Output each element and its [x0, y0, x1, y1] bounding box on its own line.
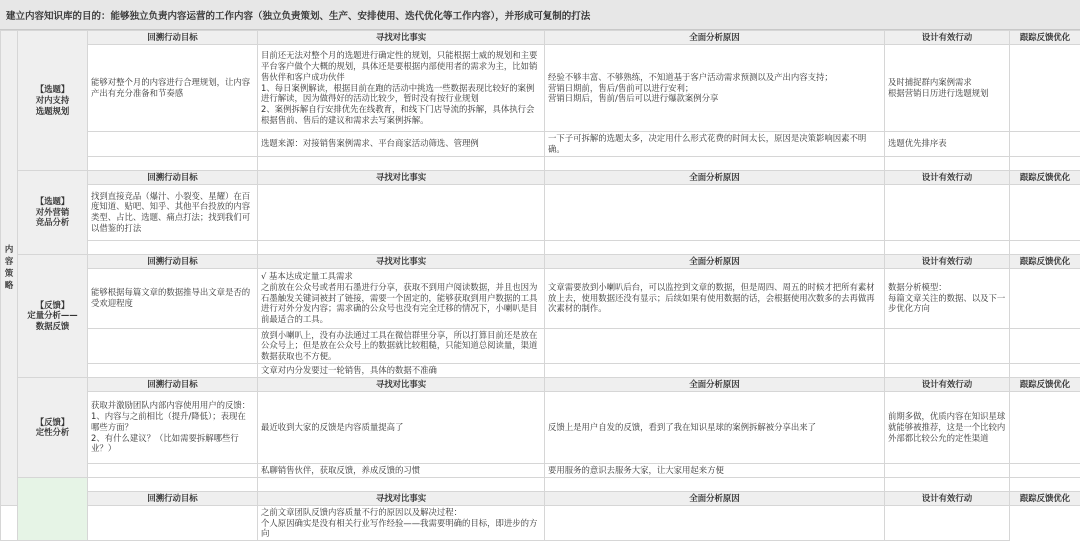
empty-cell [545, 477, 885, 491]
column-header: 寻找对比事实 [258, 31, 545, 45]
empty-cell [88, 240, 258, 254]
facts-cell: 选题来源：对接销售案例需求、平台商家活动筛选、管理例 [258, 132, 545, 157]
goal-cell: 能够根据每篇文章的数据推导出文章是否的受欢迎程度 [88, 268, 258, 328]
category-cell [18, 31, 88, 171]
domain-label-char: 略 [4, 279, 14, 290]
category-cell [18, 254, 88, 377]
facts-cell: 目前还无法对整个月的选题进行确定性的规划，只能根据士威的规划和主要平台客户做个大概的规划，具体还是要根据内部使用者的需求为主，比如销售伙伴和客户成功伙伴 1、每日案例解读，根据目前在跑的活动中挑选一些数据表现比较好的案例进行解读，因为做得好的活动比较少，暂时没有按行业规划 2、案例拆解自行安排优先在线教育，和线下门店导流的拆解，具体执行会根据售前、售后的建议和需求去写案例拆解。 [258, 45, 545, 132]
spacer-row [1, 477, 1080, 491]
table-row [1, 156, 1080, 170]
action-cell: 及时捕捉群内案例需求 根据营销日历进行选题规划 [885, 45, 1010, 132]
feedback-cell [1010, 132, 1080, 157]
category-label: 【选题】 对外营销 竞品分析 [35, 195, 70, 228]
table-row [1, 240, 1080, 254]
table-row [1, 328, 1080, 363]
empty-cell [88, 463, 258, 477]
empty-cell [885, 477, 1010, 491]
action-cell [885, 184, 1010, 240]
empty-cell [545, 156, 885, 170]
column-header: 设计有效行动 [885, 31, 1010, 45]
action-cell [885, 328, 1010, 363]
action-cell: 前期多做，优质内容在知识星球就能够被推荐，这是一个比较内外部都比较公允的定性渠道 [885, 391, 1010, 463]
column-header: 跟踪反馈优化 [1010, 31, 1080, 45]
knowledge-base-table-wrap [0, 30, 1080, 546]
column-header: 跟踪反馈优化 [1010, 170, 1080, 184]
column-header: 跟踪反馈优化 [1010, 254, 1080, 268]
column-header: 设计有效行动 [885, 377, 1010, 391]
column-header: 回溯行动目标 [88, 170, 258, 184]
empty-cell [1010, 463, 1080, 477]
column-header: 全面分析原因 [545, 491, 885, 505]
facts-cell [88, 505, 258, 540]
empty-cell [1010, 328, 1080, 363]
column-header: 全面分析原因 [545, 377, 885, 391]
table-row [1, 45, 1080, 132]
analysis-cell: 经验不够丰富、不够熟练，不知道基于客户活动需求预测以及产出内容支持； 营销日期前，售后/售前可以进行安利； 营销日期后，售前/售后可以进行爆款案例分享 [545, 45, 885, 132]
empty-cell [545, 240, 885, 254]
goal-cell: 找到直接竞品（爆汁、小裂变、星耀）在百度知道、贴吧、知乎、其他平台投放的内容类型、占比、选题、痛点打法；找到我们可以借鉴的打法 [88, 184, 258, 240]
domain-label-char: 策 [4, 267, 14, 278]
empty-cell [258, 156, 545, 170]
analysis-cell [545, 328, 885, 363]
domain-label-char: 容 [4, 256, 14, 267]
action-cell [545, 505, 885, 540]
section-header-row [1, 491, 1080, 505]
facts-cell: 私聊销售伙伴，获取反馈，养成反馈的习惯 [258, 463, 545, 477]
column-header: 设计有效行动 [885, 170, 1010, 184]
column-header: 回溯行动目标 [88, 31, 258, 45]
analysis-cell: 一下子可拆解的选题太多，决定用什么形式花费的时间太长，原因是决策影响因素不明确。 [545, 132, 885, 157]
column-header: 寻找对比事实 [258, 254, 545, 268]
domain-label-char: 内 [4, 244, 14, 255]
column-header: 跟踪反馈优化 [1010, 377, 1080, 391]
goal-cell: 能够对整个月的内容进行合理规划，让内容产出有充分准备和节奏感 [88, 45, 258, 132]
column-header: 回溯行动目标 [88, 377, 258, 391]
column-header: 寻找对比事实 [258, 491, 545, 505]
column-header: 寻找对比事实 [258, 170, 545, 184]
facts-cell: 文章对内分发要过一轮销售，具体的数据不准确 [258, 363, 545, 377]
facts-cell: 最近收到大家的反馈是内容质量提高了 [258, 391, 545, 463]
empty-cell [885, 156, 1010, 170]
empty-cell [88, 156, 258, 170]
table-row [1, 184, 1080, 240]
empty-cell [88, 477, 258, 491]
category-cell [18, 377, 88, 477]
empty-cell [1010, 240, 1080, 254]
column-header: 全面分析原因 [545, 31, 885, 45]
table-row [1, 132, 1080, 157]
facts-cell: 放到小喇叭上，没有办法通过工具在微信群里分享，所以打算目前还是放在公众号上；但是放在公众号上的数据就比较粗糙，只能知道总阅读量，渠道数据获取也不方便。 [258, 328, 545, 363]
goal-cell [1, 505, 18, 540]
empty-cell [545, 363, 885, 377]
content-strategy-table [0, 30, 1080, 541]
feedback-cell [1010, 391, 1080, 463]
category-label: 【反馈】 定性分析 [35, 416, 70, 438]
column-header: 回溯行动目标 [88, 254, 258, 268]
domain-label-cell [1, 31, 18, 506]
column-header: 全面分析原因 [545, 170, 885, 184]
goal-cell: 获取并激励团队内部内容使用用户的反馈： 1、内容与之前相比（提升/降低）；表现在哪些方面？ 2、有什么建议？（比如需要拆解哪些行业？） [88, 391, 258, 463]
column-header: 寻找对比事实 [258, 377, 545, 391]
feedback-cell [1010, 184, 1080, 240]
facts-cell [258, 184, 545, 240]
section-header-row [1, 31, 1080, 45]
column-header: 全面分析原因 [545, 254, 885, 268]
table-row [1, 505, 1080, 540]
column-header: 设计有效行动 [885, 491, 1010, 505]
facts-cell: √ 基本达成定量工具需求 之前放在公众号或者用石墨进行分享，获取不到用户阅读数据，并且也因为石墨触发关键词被封了链接，需要一个固定的，能够获取到用户数据的工具进行对外分发内容；需求确的公众号也没有完全迁移的情况下，小喇叭是目前最适合的工具。 [258, 268, 545, 328]
table-row [1, 463, 1080, 477]
section-header-row [1, 170, 1080, 184]
empty-cell [1010, 363, 1080, 377]
empty-cell [885, 240, 1010, 254]
empty-cell [1010, 156, 1080, 170]
feedback-cell [1010, 45, 1080, 132]
column-header: 设计有效行动 [885, 254, 1010, 268]
category-cell [18, 477, 88, 540]
page-title: 建立内容知识库的目的：能够独立负责内容运营的工作内容（独立负责策划、生产、安排使用、迭代优化等工作内容），并形成可复制的打法 [0, 0, 1080, 30]
empty-cell [1010, 477, 1080, 491]
analysis-cell: 要用服务的意识去服务大家，让大家用起来方便 [545, 463, 885, 477]
section-header-row [1, 377, 1080, 391]
action-cell: 选题优先排序表 [885, 132, 1010, 157]
column-header: 回溯行动目标 [88, 491, 258, 505]
feedback-cell [885, 505, 1010, 540]
table-row [1, 391, 1080, 463]
action-cell: 数据分析模型： 每篇文章关注的数据、以及下一步优化方向 [885, 268, 1010, 328]
column-header: 跟踪反馈优化 [1010, 491, 1080, 505]
analysis-cell: 文章需要放到小喇叭后台，可以监控到文章的数据，但是周四、周五的时候才把所有素材放上去，使用数据还没有显示；后续如果有使用数据的话，会根据使用次数多的去再做再次素材的制作。 [545, 268, 885, 328]
analysis-cell: 之前文章团队反馈内容质量不行的原因以及解决过程： 个人原因确实是没有相关行业写作经验——我需要明确的目标，即进步的方向 [258, 505, 545, 540]
table-row [1, 268, 1080, 328]
analysis-cell [545, 184, 885, 240]
goal-cell [88, 132, 258, 157]
empty-cell [258, 477, 545, 491]
feedback-cell [1010, 268, 1080, 328]
empty-cell [885, 463, 1010, 477]
category-label: 【反馈】 定量分析—— 数据反馈 [27, 299, 78, 331]
analysis-cell: 反馈上是用户自发的反馈，看到了我在知识星球的案例拆解被分享出来了 [545, 391, 885, 463]
empty-cell [885, 363, 1010, 377]
section-header-row [1, 254, 1080, 268]
category-cell [18, 170, 88, 254]
empty-cell [258, 240, 545, 254]
empty-cell [88, 363, 258, 377]
table-row [1, 363, 1080, 377]
category-label: 【选题】 对内支持 选题规划 [35, 84, 70, 116]
empty-cell [88, 328, 258, 363]
